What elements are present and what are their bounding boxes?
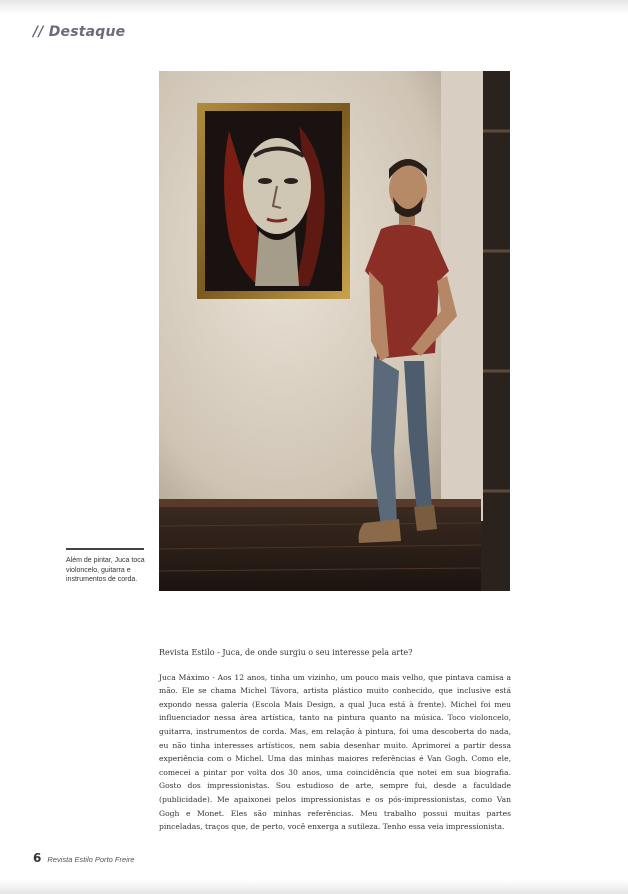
page-top-edge — [0, 0, 628, 14]
interview-answer: Juca Máximo - Aos 12 anos, tinha um vizinho, um pouco mais velho, que pintava camisa a mão. Ele se chama Michel Távora, artista plástico muito conhecido, que inclusive está expondo nessa galeria (Escola Mais Design, a qual Juca está à frente). Michel foi meu influenciador nessa área artística, tanto na pintura quanto na música. Toco violoncelo, guitarra, instrumentos de corda. Mas, em relação à pintura, foi uma descoberta do nada, eu não tinha interesses artísticos, nem sabia desenhar muito. Aprimorei a partir dessa experiência com o Michel. Uma das minhas maiores referências é Van Gogh. Como ele, comecei a pintar por volta dos 30 anos, uma coincidência que notei em sua biografia. Gosto dos impressionistas. Sou estudioso de arte, sempre fui, desde a faculdade (publicidade). Me apaixonei pelos impressionistas e os pós-impressionistas, como Van Gogh e Monet. Eles são minhas referências. Meu trabalho possui muitas partes pinceladas, traços que, de perto, você enxerga a sutileza. Tenho essa veia impressionista. — [159, 672, 511, 832]
page-bottom-edge — [0, 880, 628, 894]
page-number: 6 — [33, 851, 42, 865]
page-footer — [33, 851, 134, 865]
publication-name: Revista Estilo Porto Freire — [47, 855, 135, 864]
section-label: // Destaque — [33, 24, 126, 40]
caption-rule — [66, 548, 144, 550]
interview-question: Revista Estilo - Juca, de onde surgiu o seu interesse pela arte? — [159, 648, 413, 657]
photo-caption: Além de pintar, Juca toca violoncelo, guitarra e instrumentos de corda. — [66, 557, 145, 583]
feature-photo — [159, 71, 510, 591]
